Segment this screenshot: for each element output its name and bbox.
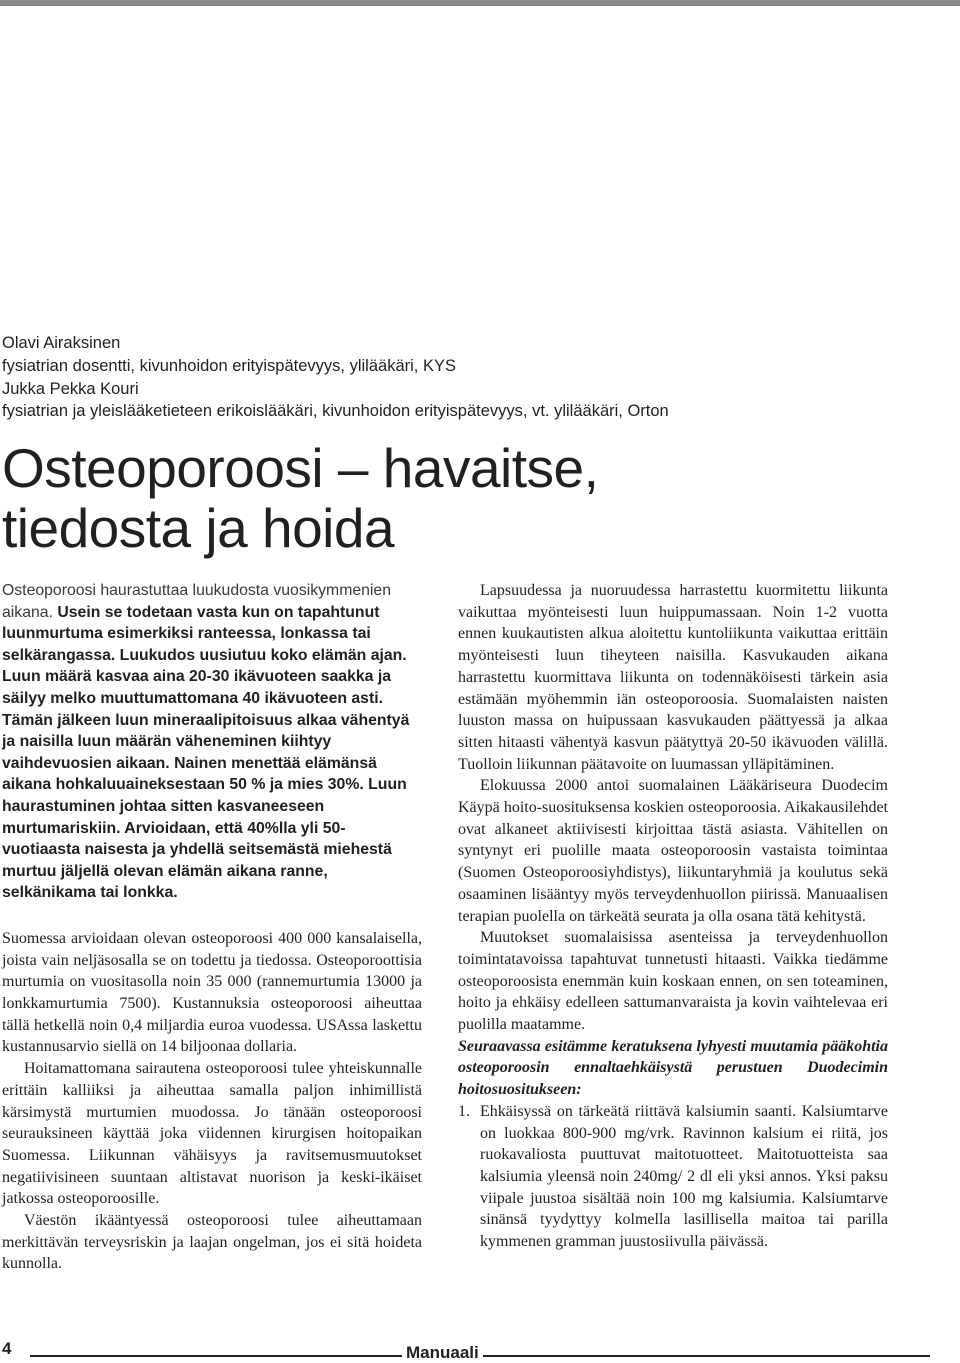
left-column bbox=[2, 580, 422, 1275]
article-title bbox=[2, 438, 902, 558]
author-name: Olavi Airaksinen bbox=[2, 334, 121, 352]
body-paragraph: Väestön ikääntyessä osteoporoosi tulee aiheuttamaan merkittävän terveysriskin ja laajan ongelman, jos ei sitä hoideta kunnolla. bbox=[2, 1212, 422, 1273]
list-number: 1. bbox=[458, 1102, 470, 1120]
body-paragraph: Lapsuudessa ja nuoruudessa harrastettu kuormitettu liikunta vaikuttaa myönteisesti luun huippumassaan. Noin 1-2 vuotta ennen kuukautisten alkua aloitettu kuntoliikunta vaikuttaa erittäin myönteisesti luun tiheyteen naisilla. Kasvukauden aikana harrastettu kuormittava liikunta on todennäköisesti tärkein asia estämään myöhemmin iän osteoporoosia. Suomalaisten naisten luuston massa on huipussaan kasvukauden päättyessä ja alkaa sitten hitaasti vähentyä kasvun päätyttyä 20-50 ikävuoden välillä. Tuolloin liikunnan päätavoite on luumassan ylläpitäminen. bbox=[458, 582, 888, 773]
author-block bbox=[2, 332, 902, 423]
author-title: fysiatrian ja yleislääketieteen erikoislääkäri, kivunhoidon erityispätevyys, vt. ylilääkäri, Orton bbox=[2, 402, 669, 421]
title-line: tiedosta ja hoida bbox=[2, 497, 395, 559]
list-text: Ehkäisyssä on tärkeätä riittävä kalsiumin saanti. Kalsiumtarve on luokkaa 800-900 mg/vrk. Ravinnon kalsium ei riitä, jos ruokavaliosta puuttuvat maitotuotteet. Maitotuotteista saa kalsiumia yleensä noin 240mg/ 2 dl eli yksi annos. Yksi paksu viipale juustoa sisältää noin 100 mg kalsiumia. Kalsiumtarve sinänsä tyydyttyy kolmella lasillisella maitoa tai parilla kymmenen gramman juustosiivulla päivässä. bbox=[480, 1102, 888, 1251]
body-paragraph: Suomessa arvioidaan olevan osteoporoosi 400 000 kansalaisella, joista vain neljäsosalla se on todettu ja tiedossa. Osteoporoottisia murtumia on vuositasolla noin 35 000 (rannemurtumia 13000 ja lonkkamurtumia 7500). Kustannuksia osteoporoosi aiheuttaa tällä hetkellä noin 0,4 miljardia euroa vuodessa. USAssa laskettu kustannusarvio siellä on 14 biljoonaa dollaria. bbox=[2, 929, 422, 1056]
page-number: 4 bbox=[2, 1339, 12, 1358]
lead-paragraph bbox=[2, 580, 422, 904]
right-column bbox=[458, 580, 888, 1253]
list-item bbox=[458, 1101, 888, 1253]
top-rule bbox=[0, 0, 960, 6]
title-line: Osteoporoosi – havaitse, bbox=[2, 437, 599, 499]
numbered-list bbox=[458, 1101, 888, 1253]
publication-name: Manuaali bbox=[402, 1343, 483, 1363]
author-name: Jukka Pekka Kouri bbox=[2, 379, 139, 398]
emphasis-paragraph: Seuraavassa esitämme keratuksena lyhyesti muutamia pääkohtia osteoporoosin ennaltaehkäisystä perustuen Duodecimin hoitosuositukseen: bbox=[458, 1037, 888, 1099]
body-paragraph: Muutokset suomalaisissa asenteissa ja terveydenhuollon toimintatavoissa tapahtuvat tunnetusti hitaasti. Vaikka tiedämme osteoporoosista enemmän kuin koskaan ennen, on sen toteaminen, hoito ja ehkäisy edelleen sattumanvaraista ja kovin vaihtelevaa eri puolilla maatamme. bbox=[458, 929, 888, 1034]
lead-body: Usein se todetaan vasta kun on tapahtunut luunmurtuma esimerkiksi ranteessa, lonkassa tai selkärangassa. Luukudos uusiutuu koko elämän ajan. Luun määrä kasvaa aina 20-30 ikävuoteen saakka ja säilyy melko muuttumattomana 40 ikävuoteen asti. Tämän jälkeen luun mineraalipitoisuus alkaa vähentyä ja naisilla luun määrän väheneminen kiihtyy vaihdevuosien aikaan. Nainen menettää elämänsä aikana hohkaluuaineksestaan 50 % ja mies 30%. Luun haurastuminen johtaa sitten kasvaneeseen murtumariskiin. Arvioidaan, että 40%lla yli 50-vuotiaasta naisesta ja yhdellä seitsemästä miehestä murtuu jäljellä olevan elämän aikana ranne, selkänikama tai lonkka. bbox=[2, 603, 410, 902]
body-paragraph: Hoitamattomana sairautena osteoporoosi tulee yhteiskunnalle erittäin kalliiksi ja aiheuttaa samalla paljon inhimillistä kärsimystä murtumien muodossa. Jo tänään osteoporoosi seurauksineen käyttää joka viidennen kirurgisen hoitopaikan Suomessa. Liikunnan vähäisyys ja ravitsemusmuutokset negatiivisineen suuntaan altistavat nuorison ja keski-ikäiset jatkossa osteoporoosille. bbox=[2, 1060, 422, 1208]
author-title: fysiatrian dosentti, kivunhoidon erityispätevyys, ylilääkäri, KYS bbox=[2, 356, 456, 375]
body-paragraph: Elokuussa 2000 antoi suomalainen Lääkäriseura Duodecim Käypä hoito-suosituksensa koskien osteoporoosia. Aikakausilehdet ovat alkaneet aktiivisesti kirjoittaa tästä asiasta. Vähitellen on syntynyt eri puolille maata osteoporoosin vastaista toimintaa (Suomen Osteoporoosiyhdistys), liikuntaryhmiä ja koulutus sekä osaaminen lisääntyy myös terveydenhuollon piirissä. Manuaalisen terapian puolella on tärkeätä seurata ja olla osana tätä kehitystä. bbox=[458, 777, 888, 925]
lead-intro: Osteoporoosi haurastuttaa luukudosta vuosikymmenien aikana. bbox=[2, 582, 391, 621]
